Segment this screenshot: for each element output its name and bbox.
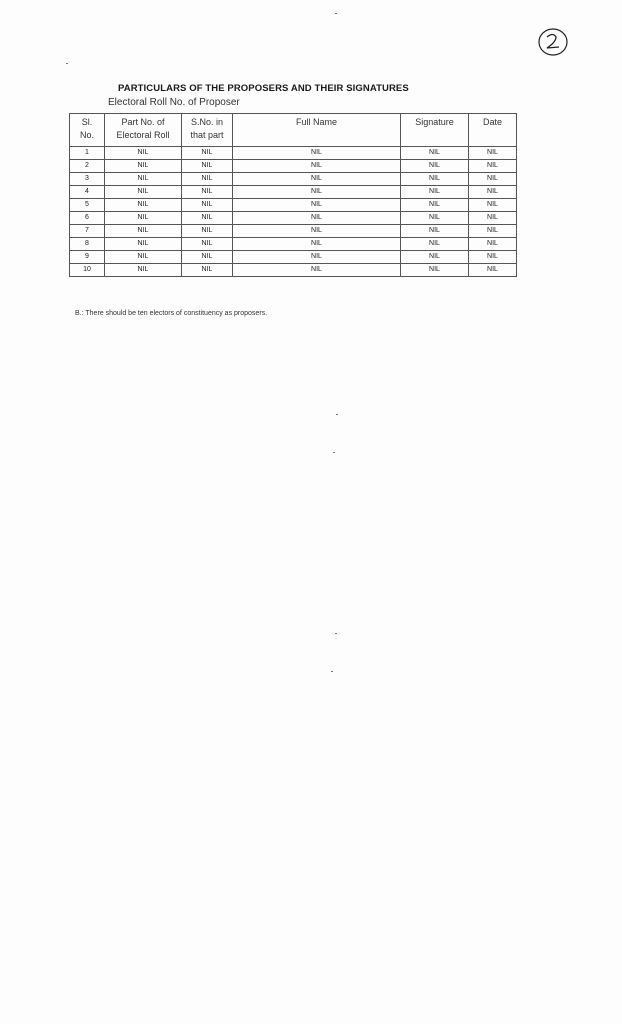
table-row [70,238,517,251]
cell-serial: 6 [70,212,105,225]
column-header-date: Date [469,114,517,147]
cell-signature: NIL [401,264,469,277]
scan-speck [335,13,337,14]
cell-serial: 1 [70,147,105,160]
cell-sno-in-part: NIL [182,251,233,264]
cell-signature: NIL [401,238,469,251]
cell-signature: NIL [401,173,469,186]
document-title: PARTICULARS OF THE PROPOSERS AND THEIR SIGNATURES [118,83,409,94]
table-row [70,160,517,173]
cell-part-no: NIL [105,264,182,277]
cell-sno-in-part: NIL [182,199,233,212]
cell-signature: NIL [401,212,469,225]
column-header-full-name: Full Name [233,114,401,147]
cell-serial: 10 [70,264,105,277]
scan-speck [336,414,338,415]
cell-date: NIL [469,251,517,264]
cell-full-name: NIL [233,199,401,212]
column-header-sno-in-part: S.No. in that part [182,114,233,147]
scan-speck [333,452,335,453]
cell-date: NIL [469,238,517,251]
cell-signature: NIL [401,251,469,264]
cell-part-no: NIL [105,199,182,212]
scan-speck [335,633,337,634]
cell-sno-in-part: NIL [182,186,233,199]
cell-serial: 7 [70,225,105,238]
table-row [70,251,517,264]
cell-serial: 3 [70,173,105,186]
table-row [70,212,517,225]
cell-date: NIL [469,225,517,238]
table-row [70,147,517,160]
cell-sno-in-part: NIL [182,147,233,160]
cell-signature: NIL [401,147,469,160]
cell-date: NIL [469,147,517,160]
cell-part-no: NIL [105,212,182,225]
cell-serial: 5 [70,199,105,212]
table-row [70,199,517,212]
cell-sno-in-part: NIL [182,238,233,251]
cell-full-name: NIL [233,147,401,160]
cell-full-name: NIL [233,212,401,225]
cell-part-no: NIL [105,238,182,251]
cell-full-name: NIL [233,264,401,277]
cell-signature: NIL [401,160,469,173]
table-row [70,225,517,238]
cell-date: NIL [469,264,517,277]
cell-sno-in-part: NIL [182,212,233,225]
column-header-serial: Sl. No. [70,114,105,147]
proposers-note: B.: There should be ten electors of constituency as proposers. [75,310,268,317]
cell-part-no: NIL [105,225,182,238]
cell-sno-in-part: NIL [182,225,233,238]
scan-speck [331,671,333,672]
cell-part-no: NIL [105,160,182,173]
cell-date: NIL [469,173,517,186]
cell-serial: 9 [70,251,105,264]
cell-signature: NIL [401,199,469,212]
table-row [70,264,517,277]
cell-date: NIL [469,199,517,212]
cell-full-name: NIL [233,160,401,173]
cell-part-no: NIL [105,173,182,186]
cell-part-no: NIL [105,147,182,160]
cell-date: NIL [469,160,517,173]
handwritten-page-number-icon [536,26,570,58]
column-header-part-no: Part No. of Electoral Roll [105,114,182,147]
cell-full-name: NIL [233,238,401,251]
cell-full-name: NIL [233,186,401,199]
cell-date: NIL [469,186,517,199]
cell-full-name: NIL [233,173,401,186]
cell-full-name: NIL [233,251,401,264]
cell-serial: 8 [70,238,105,251]
scan-speck [66,63,68,64]
cell-part-no: NIL [105,251,182,264]
column-header-signature: Signature [401,114,469,147]
cell-sno-in-part: NIL [182,160,233,173]
proposers-table [69,113,517,277]
cell-serial: 2 [70,160,105,173]
cell-date: NIL [469,212,517,225]
cell-sno-in-part: NIL [182,173,233,186]
table-row [70,173,517,186]
cell-sno-in-part: NIL [182,264,233,277]
cell-full-name: NIL [233,225,401,238]
cell-part-no: NIL [105,186,182,199]
cell-signature: NIL [401,186,469,199]
document-subtitle: Electoral Roll No. of Proposer [108,97,240,108]
table-row [70,186,517,199]
cell-serial: 4 [70,186,105,199]
cell-signature: NIL [401,225,469,238]
table-header-row [70,114,517,147]
